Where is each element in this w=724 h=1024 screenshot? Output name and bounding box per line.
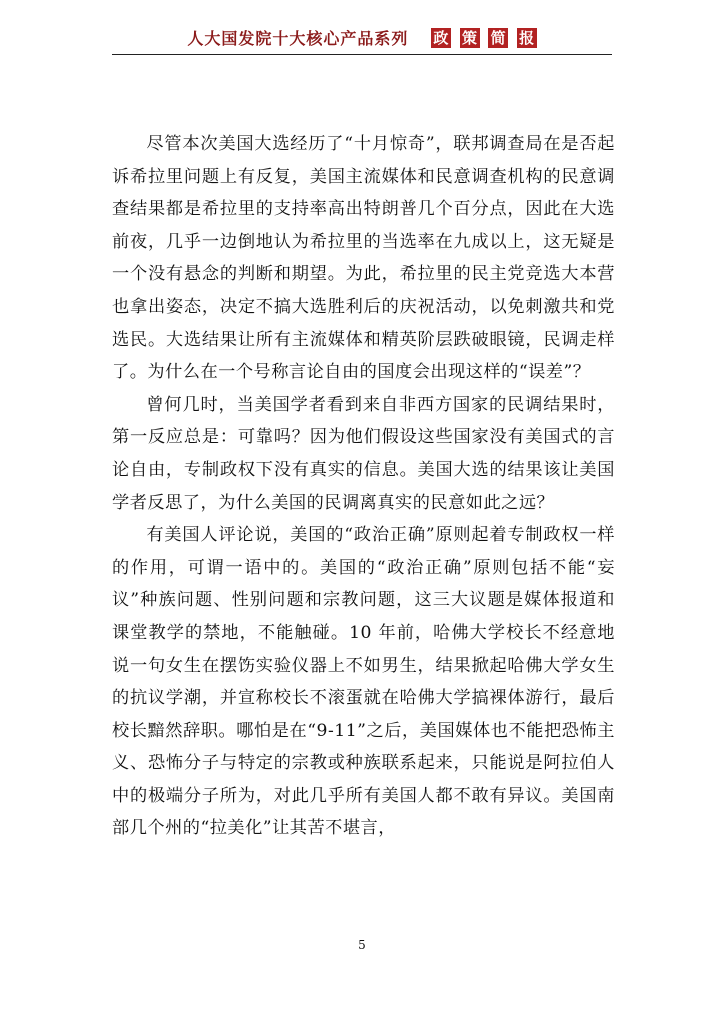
brief-char-2: 策 <box>460 28 480 48</box>
brief-char-3: 简 <box>488 28 508 48</box>
brief-char-4: 报 <box>517 28 537 48</box>
paragraph: 有美国人评论说，美国的“政治正确”原则起着专制政权一样的作用，可谓一语中的。美国的“政治正确”原则包括不能“妄议”种族问题、性别问题和宗教问题，这三大议题是媒体报道和课堂教学的禁地，不能触碰。10 年前，哈佛大学校长不经意地说一句女生在摆饬实验仪器上不如男生，结果掀起哈佛大学女生的抗议学潮，并宣称校长不滚蛋就在哈佛大学搞裸体游行，最后校长黯然辞职。哪怕是在“9-11”之后，美国媒体也不能把恐怖主义、恐怖分子与特定的宗教或种族联系起来，只能说是阿拉伯人中的极端分子所为，对此几乎所有美国人都不敢有异议。美国南部几个州的“拉美化”让其苦不堪言， <box>112 525 615 839</box>
paragraph: 尽管本次美国大选经历了“十月惊奇”，联邦调查局在是否起诉希拉里问题上有反复，美国主流媒体和民意调查机构的民意调查结果都是希拉里的支持率高出特朗普几个百分点，因此在大选前夜，几乎一边倒地认为希拉里的当选率在九成以上，这无疑是一个没有悬念的判断和期望。为此，希拉里的民主党竞选大本营也拿出姿态，决定不搞大选胜利后的庆祝活动，以免刺激共和党选民。大选结果让所有主流媒体和精英阶层跌破眼镜，民调走样了。为什么在一个号称言论自由的国度会出现这样的“误差”？ <box>112 134 615 383</box>
brief-char-1: 政 <box>431 28 451 48</box>
page-number: 5 <box>358 938 366 952</box>
header-divider <box>112 54 612 55</box>
paragraph: 曾何几时，当美国学者看到来自非西方国家的民调结果时，第一反应总是：可靠吗？因为他们假设这些国家没有美国式的言论自由，专制政权下没有真实的信息。美国大选的结果该让美国学者反思了，为什么美国的民调离真实的民意如此之远？ <box>112 394 615 513</box>
series-title: 人大国发院十大核心产品系列 <box>187 29 409 48</box>
page-header <box>0 26 724 49</box>
article-body <box>112 128 615 845</box>
policy-brief-badge <box>428 28 537 48</box>
